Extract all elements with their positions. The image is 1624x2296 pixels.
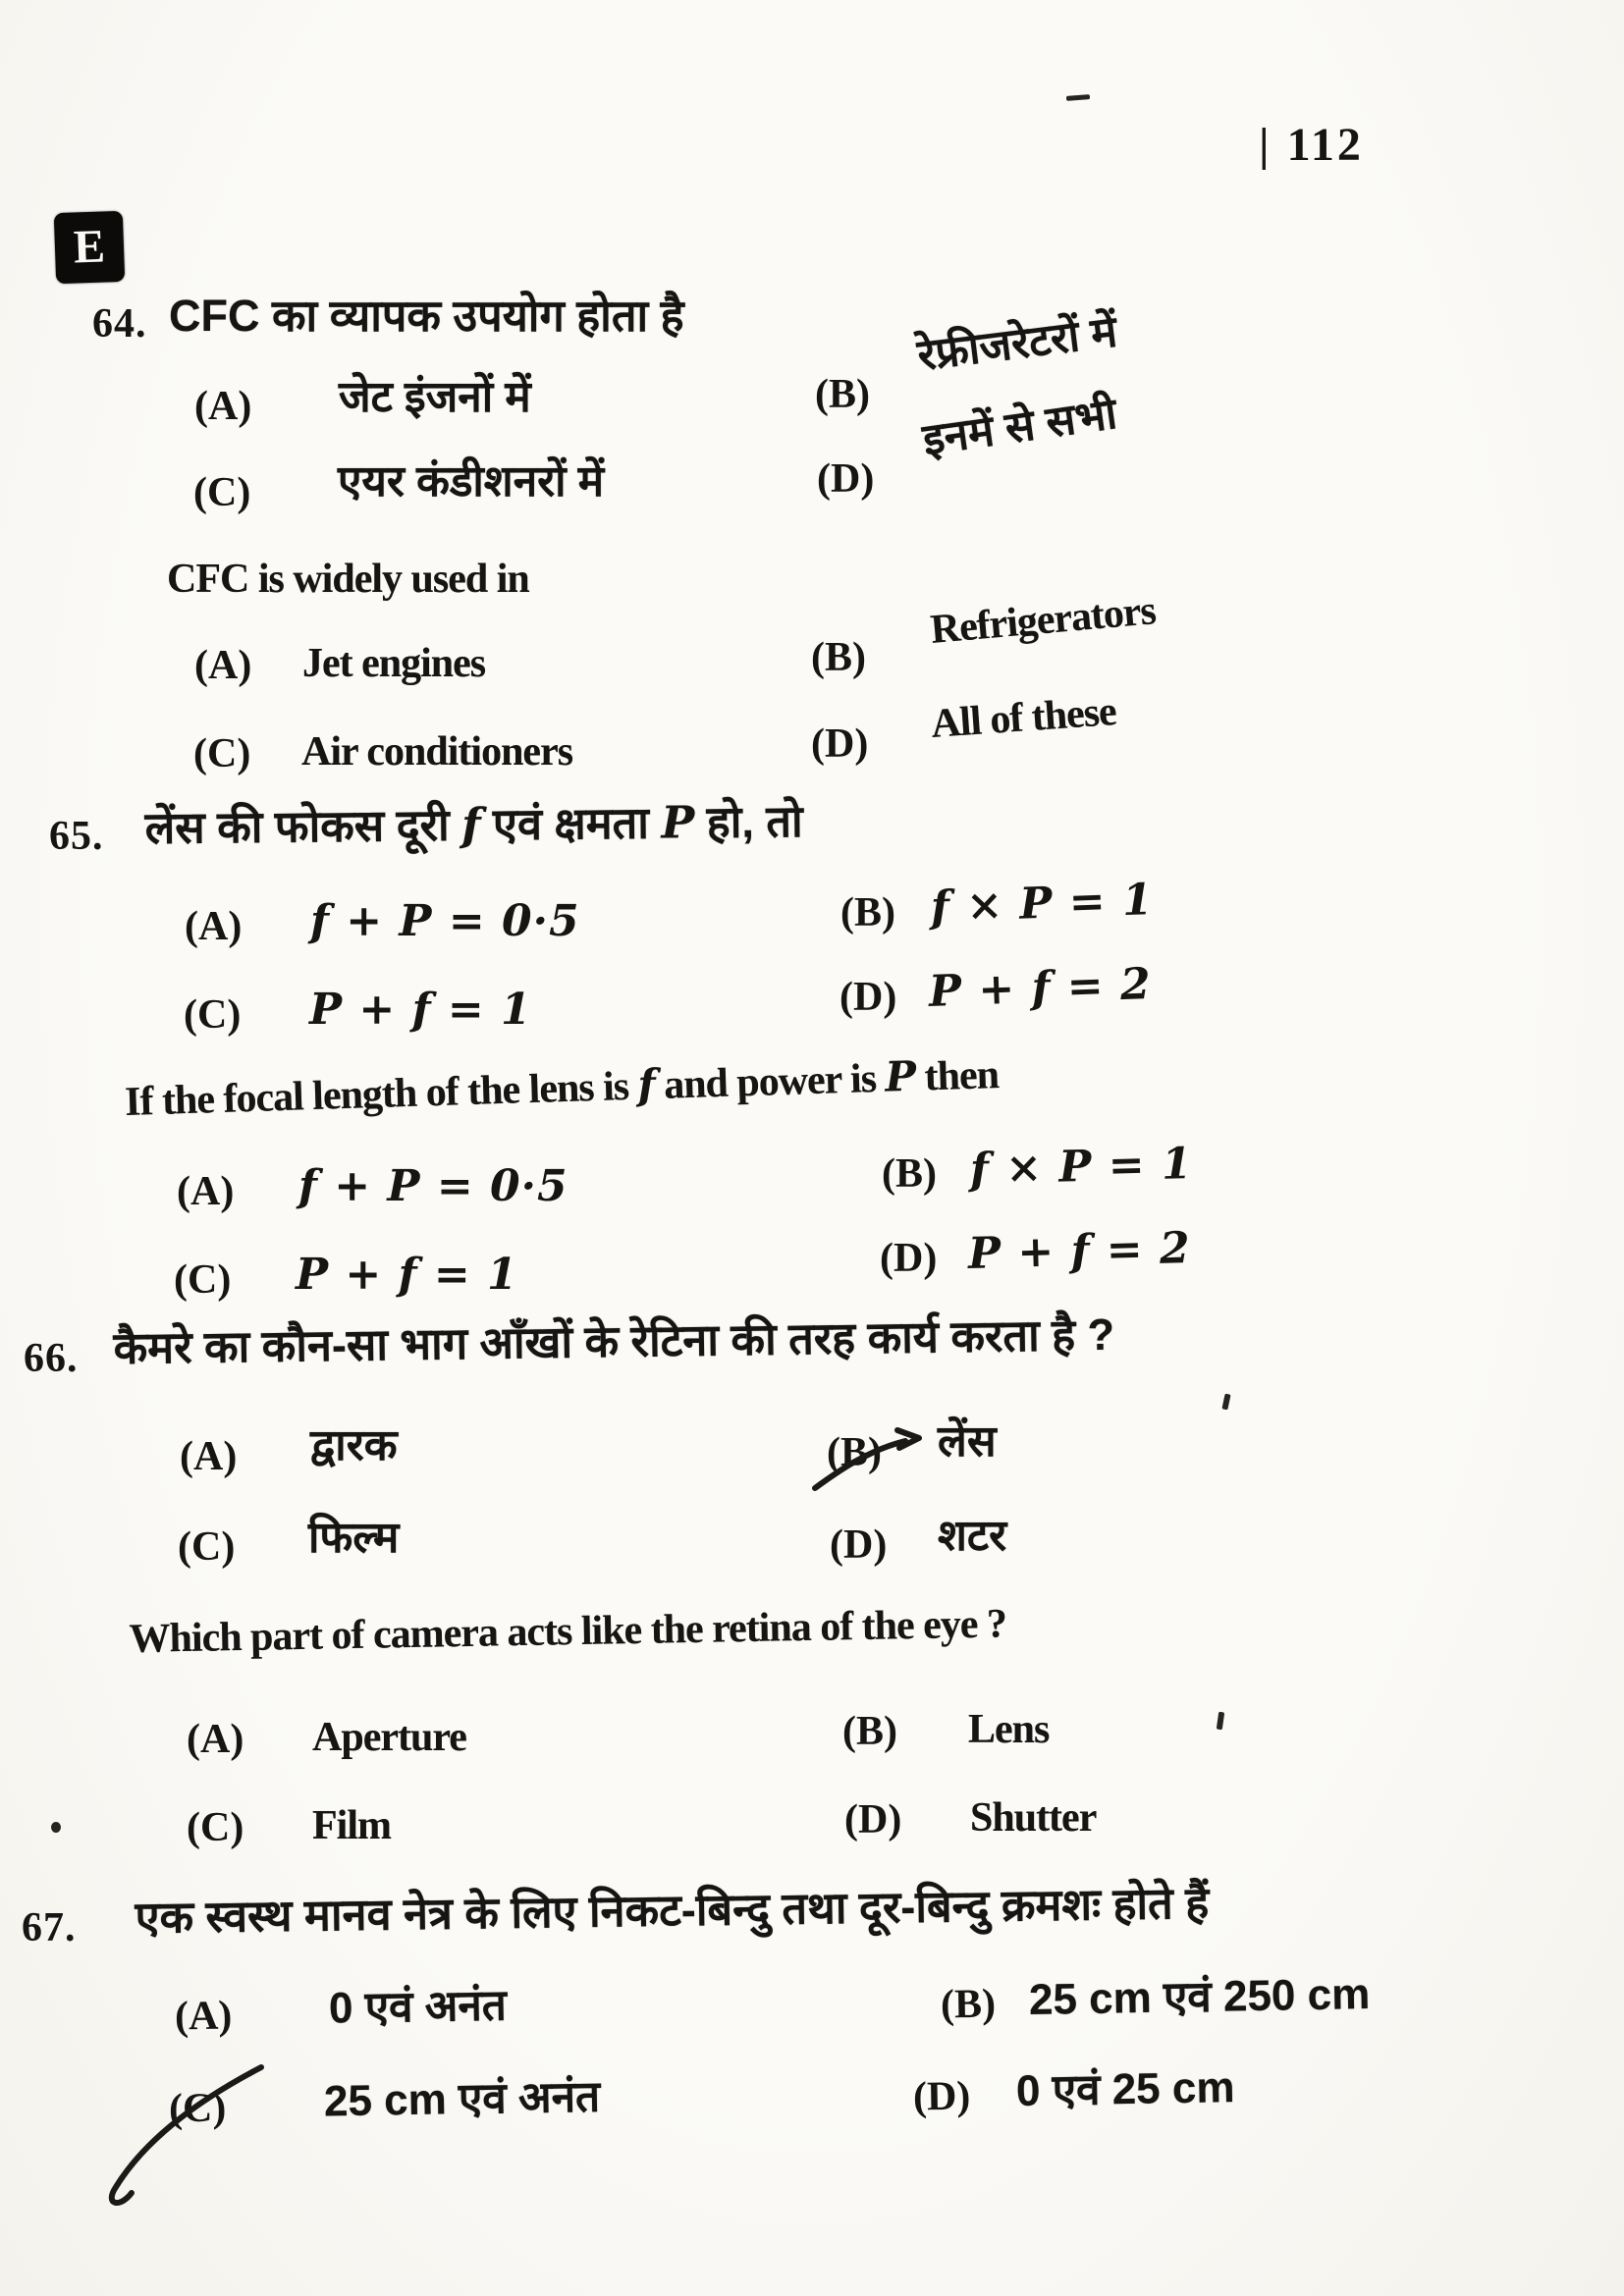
section-badge: E (54, 211, 125, 284)
pen-tick-mark-option-c (94, 2059, 291, 2216)
stray-tick-mark (1217, 1712, 1224, 1731)
option-formula: f + P = 0·5 (298, 1161, 568, 1211)
option-label: (D) (912, 2073, 971, 2120)
option-label: (B) (827, 1430, 882, 1475)
option-label: (D) (844, 1797, 902, 1842)
option-label: (C) (184, 992, 242, 1038)
option-text: 0 एवं अनंत (328, 1981, 508, 2033)
question-text-hindi (144, 796, 802, 854)
option-label: (A) (180, 1434, 238, 1479)
option-formula: P + f = 1 (296, 1250, 518, 1300)
option-label: (B) (882, 1151, 937, 1197)
option-label: (B) (815, 372, 870, 417)
option-label: (A) (194, 384, 252, 429)
pen-arrow-mark-option-b (803, 1394, 950, 1502)
option-label: (C) (187, 1805, 244, 1850)
option-text: Refrigerators (928, 588, 1158, 654)
question-text-hindi: कैमरे का कौन-सा भाग आँखों के रेटिना की तरह कार्य करता है ? (113, 1308, 1115, 1374)
option-formula: f × P = 1 (969, 1139, 1194, 1195)
variable-p: P (884, 1051, 916, 1101)
variable-f: f (636, 1060, 656, 1109)
option-formula: P + f = 1 (309, 985, 532, 1035)
option-text: Film (312, 1803, 391, 1848)
option-label: (C) (174, 1257, 232, 1303)
option-text: रेफ्रीजरेटरों में (914, 307, 1120, 381)
text-part: and power is (653, 1055, 887, 1109)
text-part: लेंस की फोकस दूरी (144, 799, 462, 854)
question-text-hindi: एक स्वस्थ मानव नेत्र के लिए निकट-बिन्दु तथा दूर-बिन्दु क्रमशः होते हैं (135, 1877, 1210, 1944)
question-text-english (124, 1050, 999, 1126)
question-text-english: Which part of camera acts like the retina of the eye ? (129, 1601, 1007, 1663)
option-label: (C) (193, 731, 251, 776)
option-text: 25 cm एवं 250 cm (1028, 1969, 1371, 2025)
option-label: (D) (880, 1236, 938, 1281)
text-part: If the focal length of the lens is (124, 1063, 639, 1126)
option-text: फिल्म (308, 1514, 400, 1562)
option-text: Aperture (312, 1715, 466, 1760)
option-label: (C) (178, 1524, 236, 1570)
option-text: 0 एवं 25 cm (1015, 2063, 1235, 2115)
text-part: हो, तो (693, 795, 803, 848)
option-label: (A) (174, 1993, 233, 2040)
option-label: (C) (168, 2085, 227, 2132)
option-label: (A) (185, 904, 243, 949)
option-text: इनमें से सभी (919, 389, 1120, 465)
option-text: द्वारक (310, 1421, 398, 1469)
option-label: (B) (811, 635, 866, 680)
text-part: then (914, 1052, 1000, 1100)
option-text: जेट इंजनों में (339, 373, 531, 421)
stray-dash-mark (1066, 94, 1090, 101)
question-number: 65. (49, 814, 104, 859)
option-formula: f + P = 0·5 (310, 896, 580, 946)
option-text: All of these (929, 688, 1118, 748)
option-label: (D) (830, 1522, 888, 1568)
stray-dot-mark (51, 1822, 61, 1833)
option-label: (B) (842, 1709, 897, 1754)
option-text: Air conditioners (301, 729, 573, 774)
question-number: 66. (24, 1336, 79, 1381)
option-text: Shutter (970, 1795, 1097, 1841)
question-number: 64. (92, 301, 147, 347)
option-formula: f × P = 1 (930, 875, 1155, 933)
question-number: 67. (22, 1905, 77, 1950)
option-text: लेंस (938, 1417, 997, 1466)
option-text: 25 cm एवं अनंत (323, 2072, 601, 2126)
option-formula: P + f = 2 (928, 959, 1153, 1017)
question-text-hindi: CFC का व्यापक उपयोग होता है (169, 291, 684, 341)
stray-comma-mark (1221, 1394, 1230, 1411)
option-label: (A) (194, 643, 252, 688)
option-label: (C) (193, 470, 251, 515)
option-label: (A) (187, 1717, 244, 1762)
option-label: (D) (817, 456, 875, 502)
option-text: Jet engines (302, 641, 486, 686)
option-label: (B) (840, 890, 895, 935)
option-text: Lens (968, 1707, 1050, 1752)
option-label: (B) (940, 1981, 997, 2028)
option-label: (A) (177, 1169, 235, 1214)
variable-f: f (460, 798, 481, 851)
variable-p: P (661, 796, 695, 849)
question-text-english: CFC is widely used in (167, 557, 529, 602)
option-label: (D) (839, 975, 897, 1020)
text-part: एवं क्षमता (480, 797, 662, 850)
page-number: | 112 (1259, 119, 1364, 171)
option-text: एयर कंडीशनरों में (338, 457, 605, 506)
option-text: शटर (938, 1512, 1007, 1560)
option-formula: P + f = 2 (967, 1223, 1192, 1279)
option-label: (D) (811, 721, 869, 767)
